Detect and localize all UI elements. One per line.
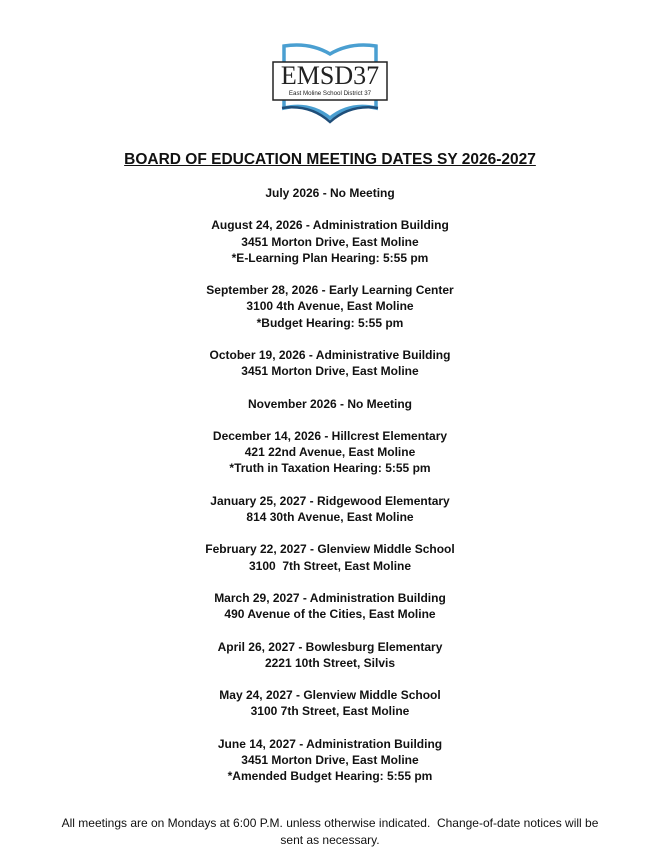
meeting-entry: [0, 736, 660, 785]
meeting-entry: [0, 282, 660, 331]
meeting-entry: [0, 687, 660, 719]
meeting-date-location: June 14, 2027 - Administration Building: [217, 736, 443, 751]
meeting-detail-line: 3100 7th Street, East Moline: [248, 558, 412, 573]
logo-subtitle: East Moline School District 37: [288, 90, 372, 97]
meeting-date-location: May 24, 2027 - Glenview Middle School: [219, 688, 441, 703]
meeting-date-location: February 22, 2027 - Glenview Middle School: [205, 542, 455, 557]
meeting-date-location: October 19, 2026 - Administrative Building: [209, 347, 451, 362]
meeting-date-location: December 14, 2026 - Hillcrest Elementary: [212, 428, 448, 443]
meeting-detail-line: 3451 Morton Drive, East Moline: [241, 364, 419, 379]
district-logo: [270, 42, 390, 126]
meeting-detail-line: 3451 Morton Drive, East Moline: [241, 752, 419, 767]
footer-note: [50, 815, 610, 848]
meeting-entry: [0, 217, 660, 266]
footer-line-1: All meetings are on Mondays at 6:00 P.M. unless otherwise indicated. Change-of-date notices will be: [61, 816, 599, 830]
meeting-date-location: July 2026 - No Meeting: [265, 186, 395, 200]
meeting-date-location: November 2026 - No Meeting: [247, 396, 413, 411]
meeting-entry: [0, 396, 660, 412]
meeting-date-location: April 26, 2027 - Bowlesburg Elementary: [217, 639, 443, 654]
meeting-date-location: January 25, 2027 - Ridgewood Elementary: [210, 493, 450, 508]
meeting-detail-line: 421 22nd Avenue, East Moline: [244, 445, 416, 460]
meeting-detail-line: 2221 10th Street, Silvis: [264, 655, 396, 670]
meeting-list: [0, 185, 660, 801]
meeting-detail-line: 3100 7th Street, East Moline: [250, 704, 410, 719]
meeting-detail-line: *Budget Hearing: 5:55 pm: [256, 315, 404, 330]
meeting-detail-line: 3100 4th Avenue, East Moline: [246, 299, 414, 314]
meeting-entry: [0, 347, 660, 379]
meeting-entry: [0, 428, 660, 477]
meeting-detail-line: 3451 Morton Drive, East Moline: [241, 234, 419, 249]
meeting-detail-line: *E-Learning Plan Hearing: 5:55 pm: [231, 250, 429, 265]
meeting-entry: [0, 493, 660, 525]
meeting-date-location: March 29, 2027 - Administration Building: [214, 590, 446, 605]
meeting-detail-line: 490 Avenue of the Cities, East Moline: [224, 607, 436, 622]
meeting-date-location: August 24, 2026 - Administration Building: [211, 218, 449, 233]
meeting-entry: [0, 185, 660, 201]
meeting-detail-line: 814 30th Avenue, East Moline: [246, 509, 414, 524]
page-title: BOARD OF EDUCATION MEETING DATES SY 2026-2027: [124, 151, 536, 168]
meeting-detail-line: *Amended Budget Hearing: 5:55 pm: [227, 769, 433, 784]
meeting-entry: [0, 639, 660, 671]
logo-wordmark: EMSD37: [280, 61, 380, 90]
meeting-detail-line: *Truth in Taxation Hearing: 5:55 pm: [229, 461, 431, 476]
meeting-date-location: September 28, 2026 - Early Learning Center: [206, 283, 454, 298]
footer-line-2: sent as necessary.: [280, 832, 380, 847]
meeting-entry: [0, 541, 660, 573]
meeting-entry: [0, 590, 660, 622]
